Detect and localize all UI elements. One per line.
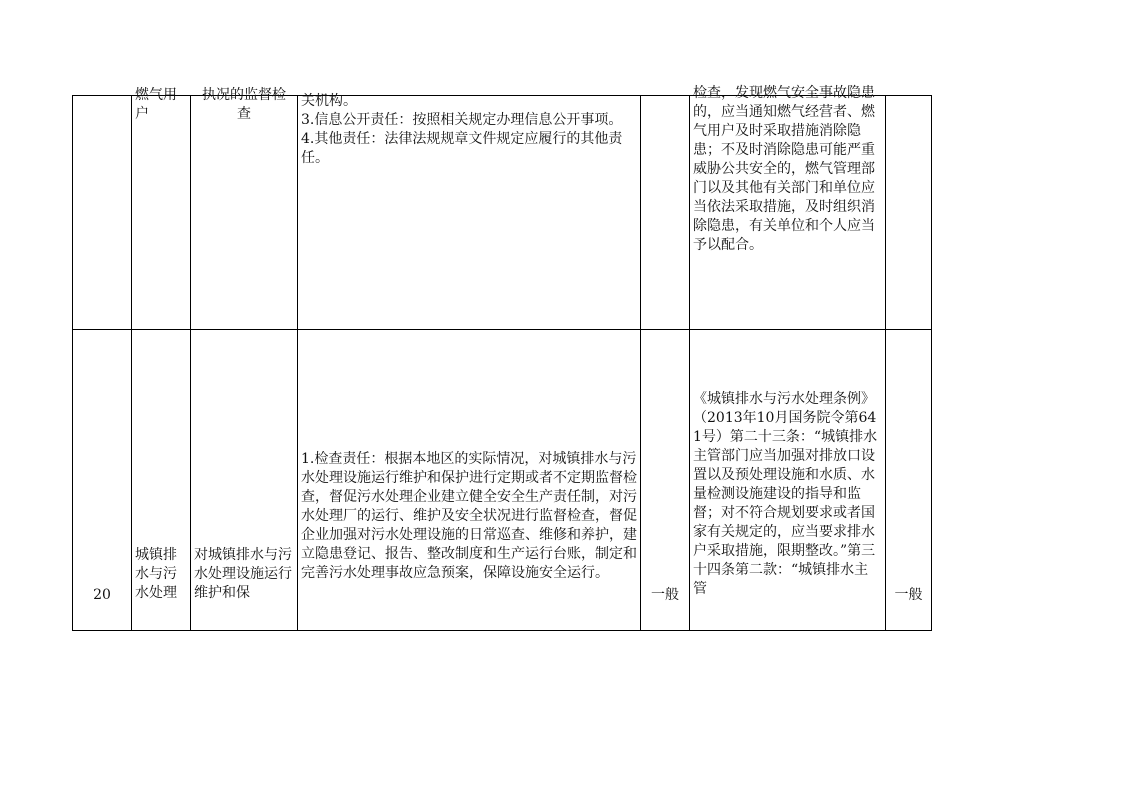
grade-cell: [886, 330, 932, 631]
level-cell: [641, 330, 690, 631]
matter-name: 燃气用 户: [135, 87, 177, 122]
responsibility-cell: [298, 330, 641, 631]
matter-item-cell: [191, 330, 298, 631]
legal-basis-text: 《城镇排水与污水处理条例》（2013年10月国务院令第641号）第二十三条：“城镇排水主管部门应当加强对排放口设置以及预处理设施和水质、水量检测设施建设的指导和监督；对不符合规划要求或者国家有关规定的，应当要求排水户采取措施，限期整改。”第三十四条第二款：“城镇排水主管: [693, 391, 878, 597]
matter-item-cell: [191, 87, 298, 330]
responsibility-table: [72, 85, 932, 631]
grade-cell: [886, 96, 932, 330]
table-viewport: [0, 85, 1122, 603]
row-number-cell: [73, 96, 132, 330]
table-row: [73, 96, 932, 330]
table-row: [73, 330, 932, 631]
basis-cell: [690, 85, 886, 330]
responsibility-text: 关机构。 3.信息公开责任：按照相关规定办理信息公开事项。 4.其他责任：法律法规规章文件规定应履行的其他责任。: [301, 93, 623, 166]
matter-item: 执况的监督检 查: [202, 87, 286, 122]
level-value: 一般: [651, 587, 679, 603]
responsibility-text: 1.检查责任：根据本地区的实际情况，对城镇排水与污水处理设施运行维护和保护进行定期或者不定期监督检查，督促污水处理企业建立健全安全生产责任制，对污水处理厂的运行、维护及安全状况进行监督检查，督促企业加强对污水处理设施的日常巡查、维修和养护，建立隐患登记、报告、整改制度和生产运行台账，制定和完善污水处理事故应急预案，保障设施安全运行。: [301, 451, 637, 581]
matter-name: 城镇排水与污水处理: [135, 547, 177, 601]
legal-basis-text: 检查，发现燃气安全事故隐患的，应当通知燃气经营者、燃气用户及时采取措施消除隐患；不及时消除隐患可能严重威胁公共安全的，燃气管理部门以及其他有关部门和单位应当依法采取措施，及时组织消除隐患，有关单位和个人应当予以配合。: [693, 85, 875, 253]
responsibility-cell: [298, 93, 641, 330]
grade-value: 一般: [894, 587, 923, 603]
matter-name-cell: [132, 87, 191, 330]
matter-item: 对城镇排水与污水处理设施运行维护和保: [194, 547, 292, 601]
matter-name-cell: [132, 330, 191, 631]
row-number: 20: [93, 587, 111, 603]
basis-cell: [690, 330, 886, 631]
row-number-cell: [73, 330, 132, 631]
level-cell: [641, 96, 690, 330]
